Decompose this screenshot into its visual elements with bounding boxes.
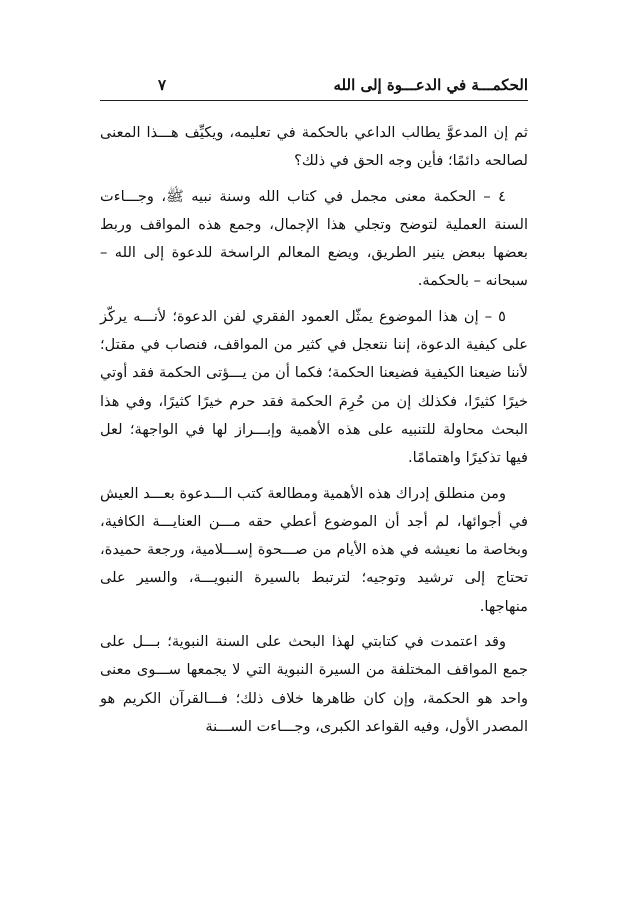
page-number: ٧ <box>158 76 167 94</box>
paragraph-point-5: ٥ – إن هذا الموضوع يمثّل العمود الفقري لفن الدعوة؛ لأنـــه يركّز على كيفية الدعوة، إننا نتعجل في كثير من المواقف، فنصاب في مقتل؛ لأننا ضيعنا الكيفية فضيعنا الحكمة؛ فكما أن من يـــؤتى الحكمة فقد أوتي خيرًا كثيرًا، فكذلك إن من حُرِمَ الحكمة فقد حرم خيرًا كثيرًا، وفي هذا البحث محاولة للتنبيه على هذه الأهمية وإبـــراز لها في الواجهة؛ لعل فيها تذكيرًا واهتمامًا. <box>100 307 528 467</box>
paragraph-methodology: وقد اعتمدت في كتابتي لهذا البحث على السنة النبوية؛ بـــل على جمع المواقف المختلفة من السيرة النبوية التي لا يجمعها ســـوى معنى واحد هو الحكمة، وإن كان ظاهرها خلاف ذلك؛ فـــالقرآن الكريم هو المصدر الأول، وفيه القواعد الكبرى، وجـــاءت الســـنة <box>100 633 528 735</box>
page-body <box>100 119 528 741</box>
book-page <box>100 70 528 741</box>
paragraph-continuation: ثم إن المدعوَّ يطالب الداعي بالحكمة في تعليمه، ويكيِّف هـــذا المعنى لصالحه دائمًا؛ فأين وجه الحق في ذلك؟ <box>100 124 528 170</box>
paragraph-motivation: ومن منطلق إدراك هذه الأهمية ومطالعة كتب الـــدعوة بعـــد العيش في أجوائها، لم أجد أن الموضوع أعطي حقه مـــن العنايـــة الكافية، وبخاصة ما نعيشه في هذه الأيام من صـــحوة إســـلامية، ورجعة حميدة، تحتاج إلى ترشيد وتوجيه؛ لترتبط بالسيرة النبويـــة، والسير على منهاجها. <box>100 484 528 615</box>
header-divider <box>100 100 528 101</box>
paragraph-point-4: ٤ – الحكمة معنى مجمل في كتاب الله وسنة نبيه ﷺ، وجـــاءت السنة العملية لتوضح وتجلي هذا الإجمال، وجمع هذه المواقف وربط بعضها ببعض ينير الطريق، ويضع المعالم الراسخة للدعوة إلى الله – سبحانه – بالحكمة. <box>100 187 528 290</box>
running-header-title: الحكمـــة في الدعـــوة إلى الله <box>333 76 528 94</box>
running-header <box>100 70 528 94</box>
